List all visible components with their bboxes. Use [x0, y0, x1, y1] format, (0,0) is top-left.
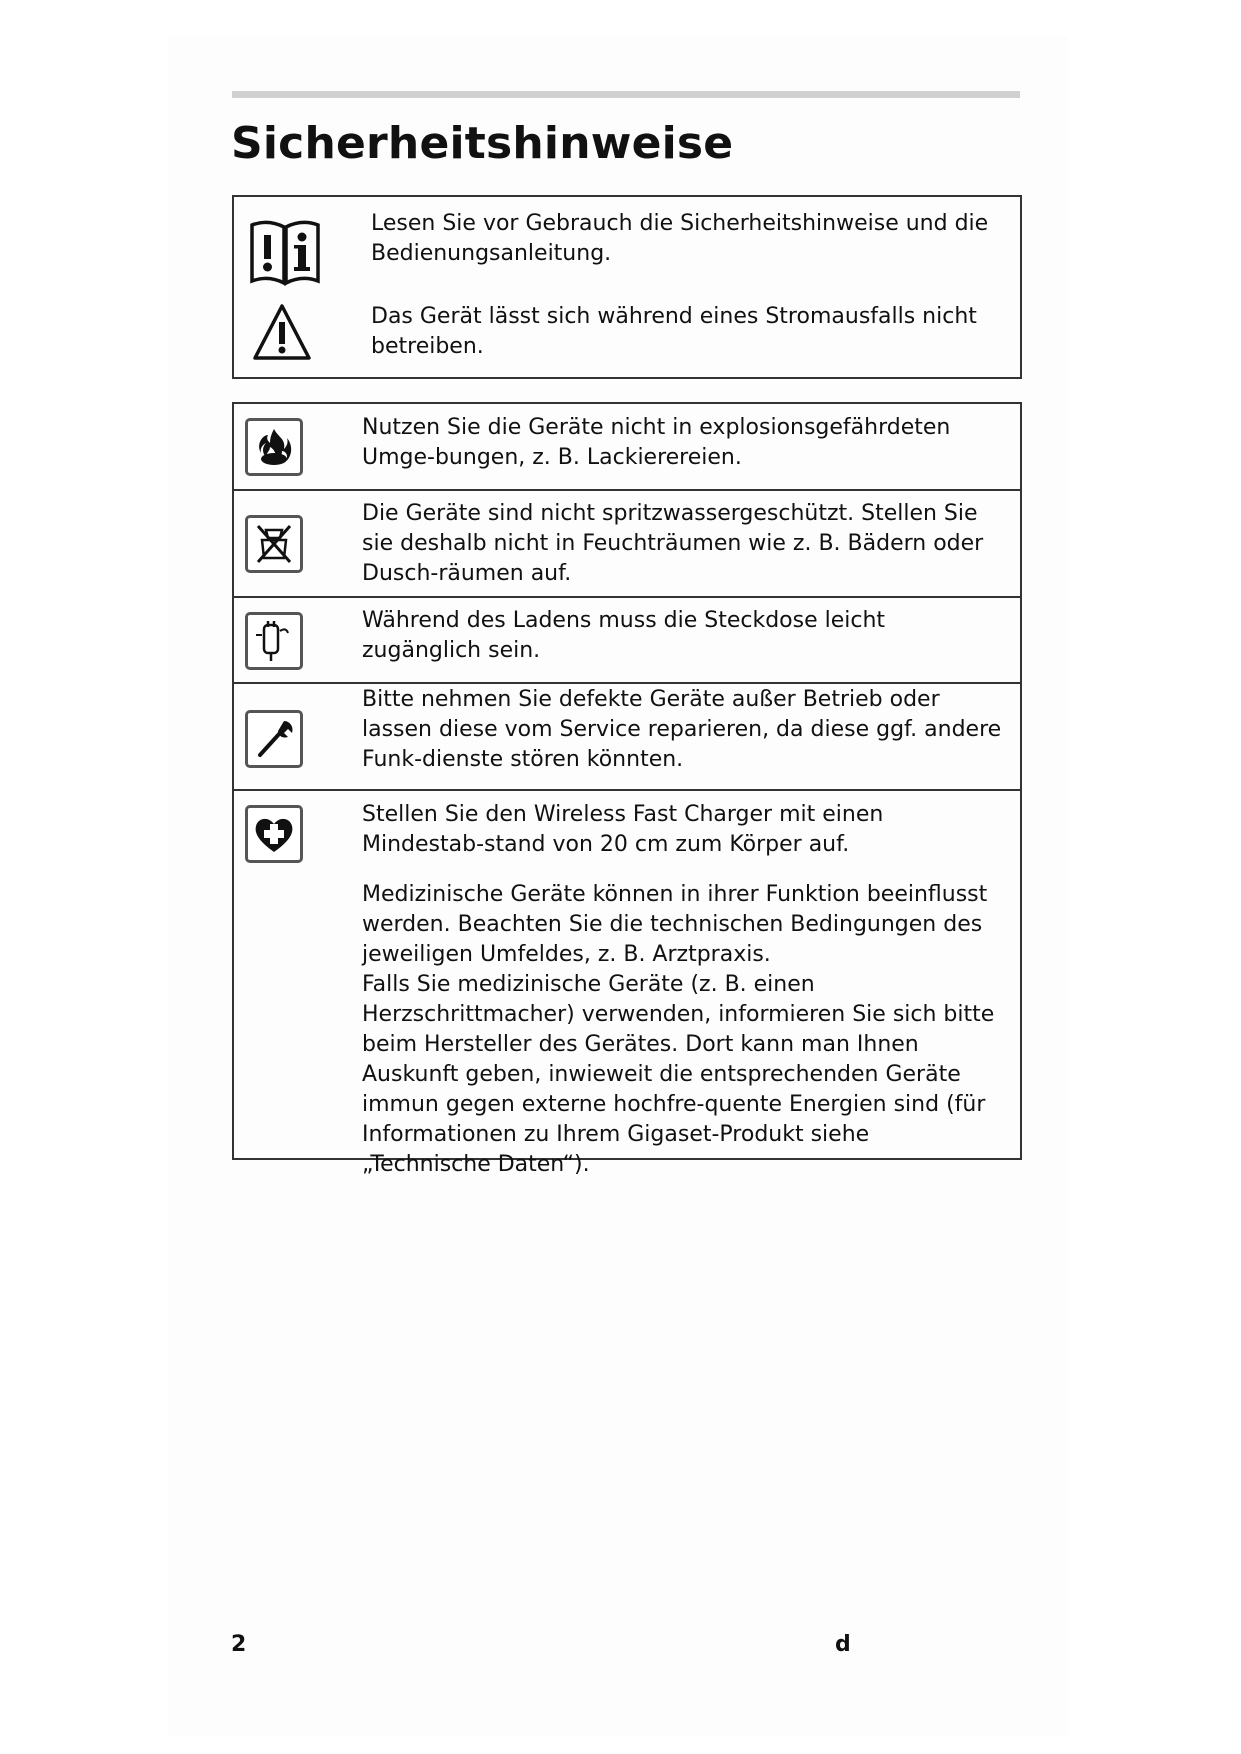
language-marker: d: [835, 1632, 851, 1657]
intro-box: [232, 195, 1022, 379]
rules-box: [232, 402, 1022, 1177]
medical-heart-icon: [245, 805, 303, 863]
rule-text: Nutzen Sie die Geräte nicht in explosionsgefährdeten Umge-bungen, z. B. Lackierereien.: [362, 415, 951, 470]
rule-text: Bitte nehmen Sie defekte Geräte außer Betrieb oder lassen diese vom Service reparieren, da diese ggf. andere Funk-dienste stören könnten.: [362, 687, 1002, 772]
page-title: Sicherheitshinweise: [231, 118, 734, 169]
rule-row: [234, 791, 1020, 1177]
intro-text: Das Gerät lässt sich während eines Stromausfalls nicht betreiben.: [371, 304, 977, 359]
intro-text: Lesen Sie vor Gebrauch die Sicherheitshinweise und die Bedienungsanleitung.: [371, 211, 989, 266]
rule-paragraph: Medizinische Geräte können in ihrer Funktion beeinflusst werden. Beachten Sie die technischen Bedingungen des jeweiligen Umfeldes, z. B. Arztpraxis.: [362, 882, 988, 967]
wrench-icon: [245, 710, 303, 768]
rule-row: [234, 404, 1020, 491]
rule-row: [234, 684, 1020, 791]
rule-row: [234, 491, 1020, 598]
explosion-hazard-icon: [245, 418, 303, 476]
rule-paragraph: Stellen Sie den Wireless Fast Charger mit einen Mindestab-stand von 20 cm zum Körper auf.: [362, 802, 884, 857]
power-outlet-icon: [245, 612, 303, 670]
no-water-icon: [245, 515, 303, 573]
rule-text: Während des Ladens muss die Steckdose leicht zugänglich sein.: [362, 608, 886, 663]
page-number: 2: [231, 1632, 247, 1657]
rule-row: [234, 598, 1020, 684]
header-rule: [232, 91, 1020, 98]
rule-paragraph: Falls Sie medizinische Geräte (z. B. einen Herzschrittmacher) verwenden, informieren Sie sich bitte beim Hersteller des Gerätes. Dort kann man Ihnen Auskunft geben, inwieweit die entsprechenden Geräte immun gegen externe hochfre-quente Energien sind (für Informationen zu Ihrem Gigaset-Produkt siehe „Technische Daten“).: [362, 972, 995, 1177]
warning-triangle-icon: [251, 302, 313, 366]
rule-text: Die Geräte sind nicht spritzwassergeschützt. Stellen Sie sie deshalb nicht in Feuchträumen wie z. B. Bädern oder Dusch-räumen auf.: [362, 501, 984, 586]
rule-text: [362, 800, 1002, 1180]
manual-info-icon: [248, 219, 322, 291]
